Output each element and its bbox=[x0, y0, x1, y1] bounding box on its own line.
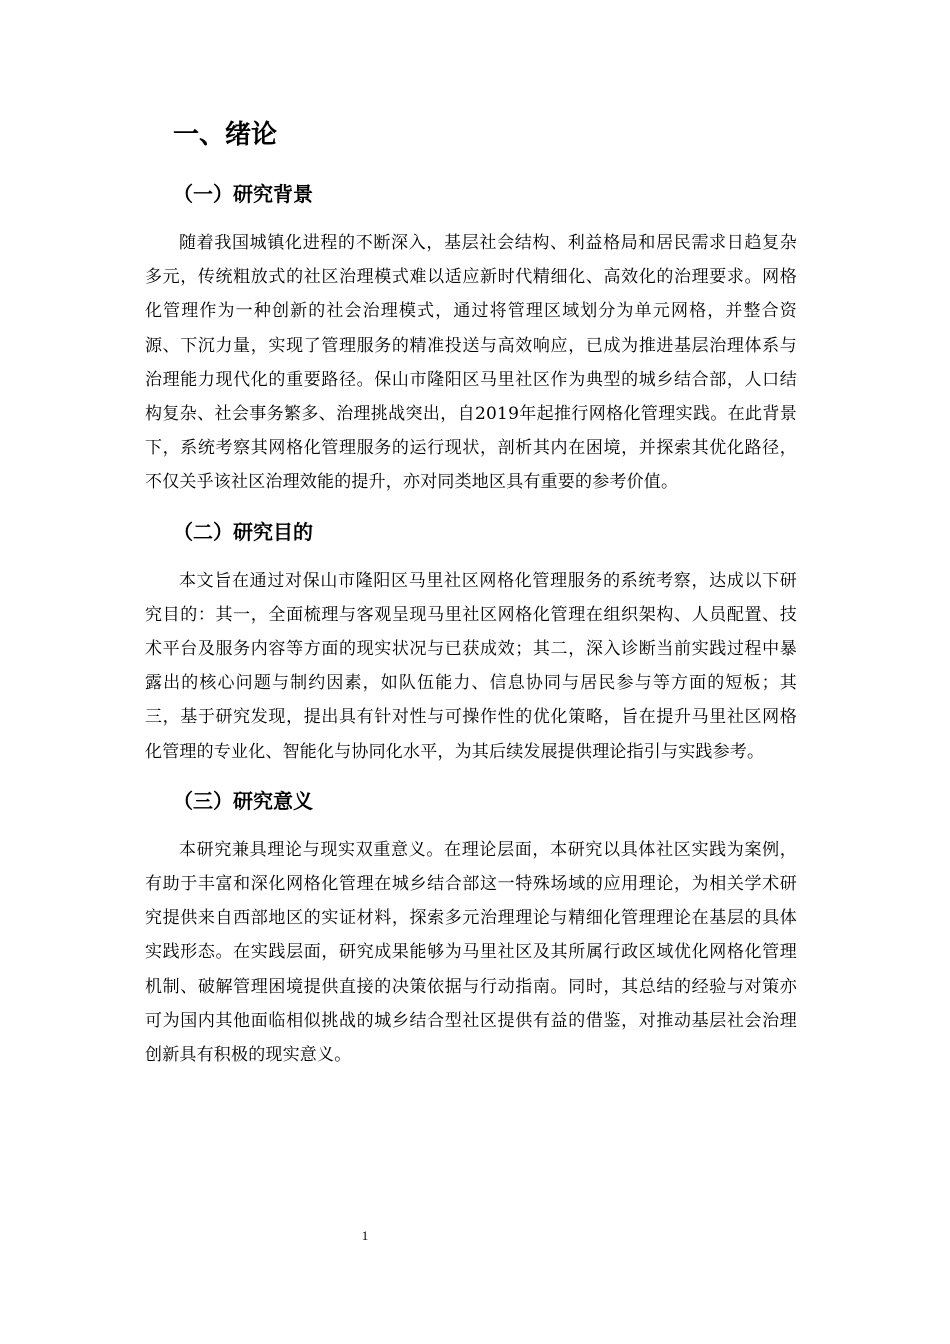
paragraph-purpose: 本文旨在通过对保山市隆阳区马里社区网格化管理服务的系统考察，达成以下研究目的：其一，全面梳理与客观呈现马里社区网格化管理在组织架构、人员配置、技术平台及服务内容等方面的现实状况与已获成效；其二，深入诊断当前实践过程中暴露出的核心问题与制约因素，如队伍能力、信息协同与居民参与等方面的短板；其三，基于研究发现，提出具有针对性与可操作性的优化策略，旨在提升马里社区网格化管理的专业化、智能化与协同化水平，为其后续发展提供理论指引与实践参考。 bbox=[145, 570, 797, 762]
section-heading-significance: （三）研究意义 bbox=[173, 788, 313, 813]
section-heading-purpose: （二）研究目的 bbox=[173, 519, 313, 544]
paragraph-significance: 本研究兼具理论与现实双重意义。在理论层面，本研究以具体社区实践为案例，有助于丰富和深化网格化管理在城乡结合部这一特殊场域的应用理论，为相关学术研究提供来自西部地区的实证材料，探索多元治理理论与精细化管理理论在基层的具体实践形态。在实践层面，研究成果能够为马里社区及其所属行政区域优化网格化管理机制、破解管理困境提供直接的决策依据与行动指南。同时，其总结的经验与对策亦可为国内其他面临相似挑战的城乡结合型社区提供有益的借鉴，对推动基层社会治理创新具有积极的现实意义。 bbox=[145, 839, 797, 1066]
page-body bbox=[145, 112, 797, 1084]
section-heading-background: （一）研究背景 bbox=[173, 182, 313, 206]
section-research-significance bbox=[145, 781, 797, 1072]
chapter-title: 一、绪论 bbox=[173, 120, 278, 150]
page-number: 1 bbox=[361, 1228, 369, 1243]
paragraph-background: 随着我国城镇化进程的不断深入，基层社会结构、利益格局和居民需求日趋复杂多元，传统粗放式的社区治理模式难以适应新时代精细化、高效化的治理要求。网格化管理作为一种创新的社会治理模式，通过将管理区域划分为单元网格，并整合资源、下沉力量，实现了管理服务的精准投送与高效响应，已成为推进基层治理体系与治理能力现代化的重要路径。保山市隆阳区马里社区作为典型的城乡结合部，人口结构复杂、社会事务繁多、治理挑战突出，自2019年起推行网格化管理实践。在此背景下，系统考察其网格化管理服务的运行现状，剖析其内在困境，并探索其优化路径，不仅关乎该社区治理效能的提升，亦对同类地区具有重要的参考价值。 bbox=[145, 233, 797, 493]
section-research-purpose bbox=[145, 512, 797, 769]
section-research-background bbox=[145, 174, 797, 500]
